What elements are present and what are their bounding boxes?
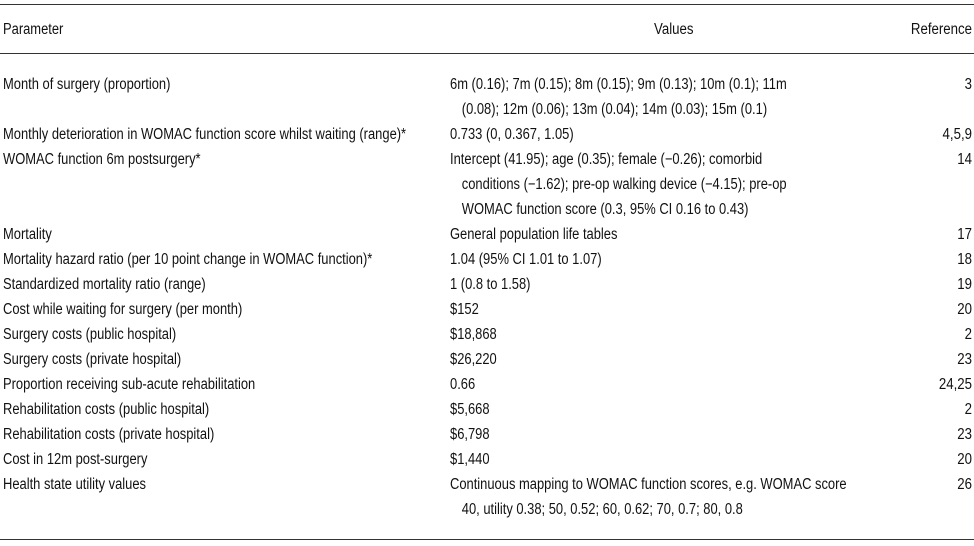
row-values-line: General population life tables [450, 226, 618, 243]
row-reference: 24,25 [938, 376, 972, 393]
row-values [450, 247, 602, 272]
header-reference: Reference [910, 21, 972, 38]
row-values-line: 1 (0.8 to 1.58) [450, 276, 531, 293]
row-values-line: $1,440 [450, 451, 490, 468]
row-reference: 17 [957, 226, 972, 243]
row-parameter: Cost in 12m post-surgery [3, 451, 148, 468]
header-values: Values [654, 21, 694, 38]
row-values [450, 322, 497, 347]
row-values [450, 147, 787, 222]
row-values-line: $6,798 [450, 426, 490, 443]
row-values [450, 372, 475, 397]
row-values-line: 0.733 (0, 0.367, 1.05) [450, 126, 574, 143]
row-reference: 4,5,9 [942, 126, 972, 143]
row-values-line: 1.04 (95% CI 1.01 to 1.07) [450, 251, 602, 268]
table-bottom-rule [0, 539, 974, 540]
row-values-line: 0.66 [450, 376, 476, 393]
row-parameter: Mortality hazard ratio (per 10 point change in WOMAC function)* [3, 251, 373, 268]
row-values [450, 297, 479, 322]
row-parameter: Month of surgery (proportion) [3, 76, 171, 93]
row-values-line: WOMAC function score (0.3, 95% CI 0.16 to 0.43) [461, 201, 749, 218]
row-values-line: conditions (−1.62); pre-op walking device (−4.15); pre-op [461, 176, 787, 193]
table-top-rule [0, 4, 974, 5]
row-values-line: (0.08); 12m (0.06); 13m (0.04); 14m (0.03); 15m (0.1) [461, 101, 768, 118]
row-reference: 23 [957, 351, 972, 368]
row-reference: 19 [957, 276, 972, 293]
row-parameter: Monthly deterioration in WOMAC function score whilst waiting (range)* [3, 126, 407, 143]
row-parameter: Health state utility values [3, 476, 147, 493]
row-parameter: Surgery costs (private hospital) [3, 351, 182, 368]
row-values-line: 40, utility 0.38; 50, 0.52; 60, 0.62; 70, 0.7; 80, 0.8 [461, 501, 743, 518]
row-values [450, 122, 574, 147]
row-parameter: Cost while waiting for surgery (per month) [3, 301, 243, 318]
row-reference: 18 [957, 251, 972, 268]
row-reference: 3 [964, 76, 972, 93]
row-values [450, 347, 497, 372]
row-reference: 2 [964, 326, 972, 343]
row-reference: 20 [957, 451, 972, 468]
header-rule [0, 53, 974, 54]
row-reference: 26 [957, 476, 972, 493]
row-parameter: Proportion receiving sub-acute rehabilitation [3, 376, 256, 393]
row-parameter: Rehabilitation costs (public hospital) [3, 401, 210, 418]
row-parameter: Mortality [3, 226, 52, 243]
row-values-line: Intercept (41.95); age (0.35); female (−0.26); comorbid [450, 151, 763, 168]
row-parameter: Standardized mortality ratio (range) [3, 276, 206, 293]
row-values [450, 397, 490, 422]
row-values-line: $5,668 [450, 401, 490, 418]
row-values-line: $26,220 [450, 351, 497, 368]
row-reference: 2 [964, 401, 972, 418]
row-values [450, 272, 530, 297]
row-reference: 23 [957, 426, 972, 443]
row-values [450, 447, 490, 472]
row-reference: 20 [957, 301, 972, 318]
header-parameter: Parameter [3, 21, 64, 38]
row-parameter: Surgery costs (public hospital) [3, 326, 177, 343]
row-values-line: 6m (0.16); 7m (0.15); 8m (0.15); 9m (0.13); 10m (0.1); 11m [450, 76, 787, 93]
row-parameter: WOMAC function 6m postsurgery* [3, 151, 201, 168]
row-values-line: $152 [450, 301, 479, 318]
row-values-line: $18,868 [450, 326, 497, 343]
row-values [450, 222, 617, 247]
row-values [450, 472, 847, 522]
row-reference: 14 [957, 151, 972, 168]
row-values-line: Continuous mapping to WOMAC function scores, e.g. WOMAC score [450, 476, 847, 493]
row-parameter: Rehabilitation costs (private hospital) [3, 426, 215, 443]
row-values [450, 72, 787, 122]
row-values [450, 422, 490, 447]
